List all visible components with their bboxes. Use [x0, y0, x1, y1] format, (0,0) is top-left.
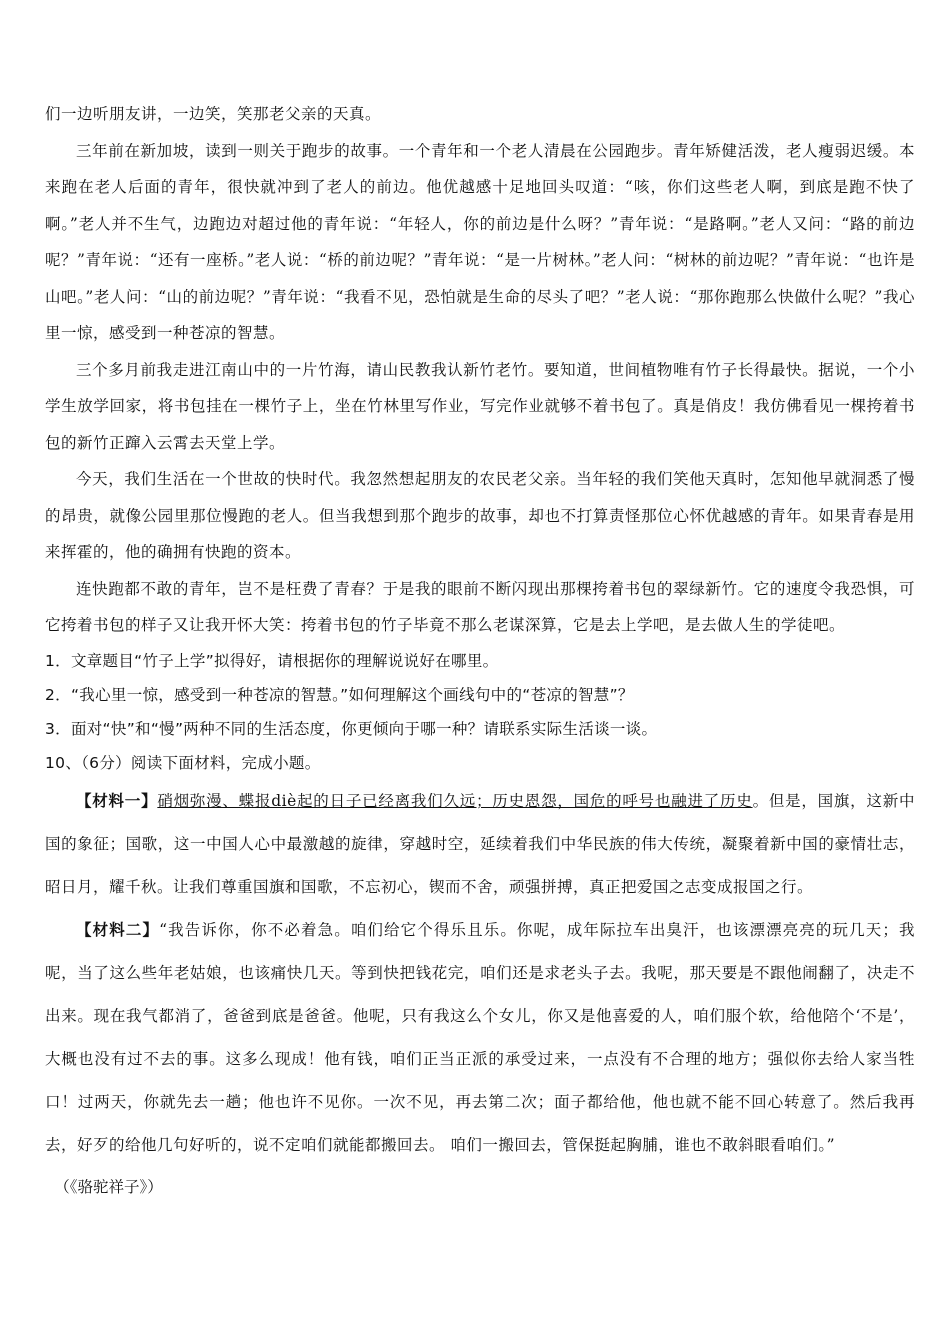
material-1-text: 。但是，国旗，这新中国的象征；国歌，这一中国人心中最激越的旋律，穿越时空，延续着我们中华民族的伟大传统，凝聚着新中国的豪情壮志，昭日月，耀千秋。让我们尊重国旗和国歌，不忘初心，锲而不舍，顽强拼搏，真正把爱国之志变成报国之行。	[45, 791, 915, 896]
material-1-label: 【材料一】	[76, 791, 158, 810]
question-3: 3．面对“快”和“慢”两种不同的生活态度，你更倾向于哪一种？请联系实际生活谈一谈。	[45, 719, 658, 738]
question-1: 1．文章题目“竹子上学”拟得好，请根据你的理解说说好在哪里。	[45, 651, 499, 670]
article-paragraph-fast-era: 今天，我们生活在一个世故的快时代。我忽然想起朋友的农民老父亲。当年轻的我们笑他天真时，怎知他早就洞悉了慢的昂贵，就像公园里那位慢跑的老人。但当我想到那个跑步的故事，却也不打算责怪那位心怀优越感的青年。如果青春是用来挥霍的，他的确拥有快跑的资本。	[45, 470, 915, 561]
material-2-label: 【材料二】	[76, 920, 160, 939]
material-2-source: （《骆驼祥子》）	[54, 1177, 163, 1196]
article-paragraph-continued: 们一边听朋友讲，一边笑，笑那老父亲的天真。	[45, 105, 382, 123]
material-1-underlined-sentence: 硝烟弥漫、蝶报diè起的日子已经离我们久远；历史恩怨，国危的呼号也融进了历史	[157, 791, 753, 810]
question-2: 2．“我心里一惊，感受到一种苍凉的智慧。”如何理解这个画线句中的“苍凉的智慧”？	[45, 685, 634, 704]
material-2	[45, 909, 915, 1167]
article-paragraph-running-story: 三年前在新加坡，读到一则关于跑步的故事。一个青年和一个老人清晨在公园跑步。青年矫健活泼，老人瘦弱迟缓。本来跑在老人后面的青年，很快就冲到了老人的前边。他优越感十足地回头叹道：“咳，你们这些老人啊，到底是跑不快了啊。”老人并不生气，边跑边对超过他的青年说：“年轻人，你的前边是什么呀？”青年说：“是路啊。”老人又问：“路的前边呢？”青年说：“还有一座桥。”老人说：“桥的前边呢？”青年说：“是一片树林。”老人问：“树林的前边呢？”青年说：“也许是山吧。”老人问：“山的前边呢？”青年说：“我看不见，恐怕就是生命的尽头了吧？”老人说：“那你跑那么快做什么呢？”我心里一惊，感受到一种苍凉的智慧。	[45, 141, 915, 342]
article-paragraph-conclusion: 连快跑都不敢的青年，岂不是枉费了青春？于是我的眼前不断闪现出那棵挎着书包的翠绿新竹。它的速度令我恐惧，可它挎着书包的样子又让我开怀大笑：挎着书包的竹子毕竟不那么老谋深算，它是去上学吧，是去做人生的学徒吧。	[45, 579, 915, 634]
material-1	[45, 780, 915, 909]
material-2-text: “我告诉你，你不必着急。咱们给它个得乐且乐。你呢，成年际拉车出臭汗，也该漂漂亮亮的玩几天；我呢，当了这么些年老姑娘，也该痛快几天。等到快把钱花完，咱们还是求老头子去。我呢，那天要是不跟他闹翻了，决走不出来。现在我气都消了，爸爸到底是爸爸。他呢，只有我这么个女儿，你又是他喜爱的人，咱们服个软，给他陪个‘不是’，大概也没有过不去的事。这多么现成！他有钱，咱们正当正派的承受过来，一点没有不合理的地方；强似你去给人家当牲口！过两天，你就先去一趟；他也许不见你。一次不见，再去第二次；面子都给他，他也就不能不回心转意了。然后我再去，好歹的给他几句好听的，说不定咱们就能都搬回去。 咱们一搬回去，管保挺起胸脯，谁也不敢斜眼看咱们。”	[45, 920, 915, 1154]
document-page	[45, 96, 915, 1207]
section-10-heading: 10、（6分）阅读下面材料，完成小题。	[45, 753, 321, 772]
article-paragraph-bamboo-forest: 三个多月前我走进江南山中的一片竹海，请山民教我认新竹老竹。要知道，世间植物唯有竹子长得最快。据说，一个小学生放学回家，将书包挂在一棵竹子上，坐在竹林里写作业，写完作业就够不着书包了。真是俏皮！我仿佛看见一棵挎着书包的新竹正蹿入云霄去天堂上学。	[45, 360, 915, 452]
